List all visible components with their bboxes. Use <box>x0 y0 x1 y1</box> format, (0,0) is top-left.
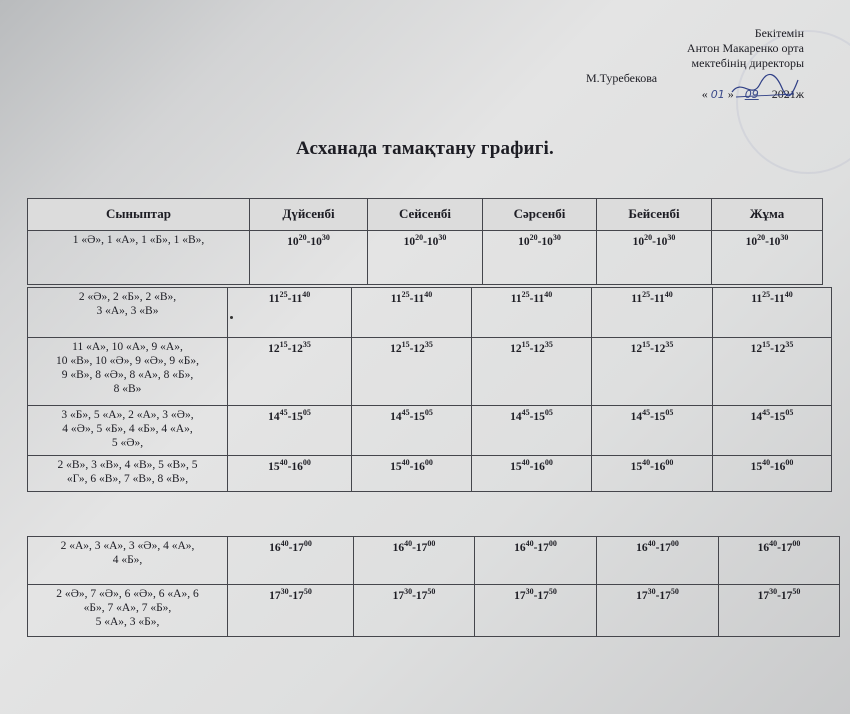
time-end-hour: 17 <box>292 541 304 554</box>
schedule-table-bottom <box>27 536 840 637</box>
time-sep: - <box>409 410 414 423</box>
approval-line: мектебінің директоры <box>691 56 804 70</box>
time-start-hour: 11 <box>751 292 763 305</box>
approval-date: « 01 » 09 2021ж <box>701 87 804 101</box>
time-sep: - <box>533 589 538 602</box>
time-sep: - <box>409 342 414 355</box>
time-cell <box>228 338 352 406</box>
time-sep: - <box>770 342 774 355</box>
time-start-hour: 17 <box>392 589 405 602</box>
time-cell <box>352 406 472 456</box>
time-cell <box>592 288 713 338</box>
time-cell <box>597 537 719 585</box>
time-start-hour: 16 <box>636 541 648 554</box>
time-sep: - <box>287 342 292 355</box>
time-sep: - <box>777 541 781 554</box>
time-start-min: 45 <box>642 408 651 417</box>
time-end-hour: 17 <box>537 589 549 602</box>
time-sep: - <box>409 292 414 305</box>
time-sep: - <box>765 235 769 248</box>
time-start-hour: 10 <box>403 235 416 248</box>
time-end-min: 00 <box>303 539 312 548</box>
classes-line: 3 «А», 3 «В» <box>96 305 159 317</box>
classes-line: 1 «Ә», 1 «А», 1 «Б», 1 «В», <box>72 234 205 246</box>
time-cell <box>228 406 352 456</box>
time-start-hour: 12 <box>390 342 402 355</box>
time-sep: - <box>655 589 660 602</box>
time-start-hour: 11 <box>510 292 522 305</box>
time-start-hour: 15 <box>510 460 522 473</box>
time-end-hour: 16 <box>653 460 666 473</box>
time-sep: - <box>655 541 660 554</box>
classes-line: 11 «А», 10 «А», 9 «А», <box>72 341 183 353</box>
time-start-min: 15 <box>279 340 288 349</box>
time-cell <box>719 537 840 585</box>
time-start-min: 25 <box>642 290 651 299</box>
time-start-min: 25 <box>279 290 288 299</box>
classes-cell <box>28 288 228 338</box>
time-start-hour: 11 <box>631 292 643 305</box>
classes-line: 2 «Ә», 7 «Ә», 6 «Ә», 6 «А», 6 <box>56 588 199 600</box>
classes-line: «Б», 7 «А», 7 «Б», <box>83 602 172 614</box>
time-start-hour: 16 <box>514 541 526 554</box>
time-end-hour: 10 <box>310 235 322 248</box>
time-sep: - <box>287 460 292 473</box>
classes-line: 5 «Ә», <box>111 437 144 449</box>
time-end-hour: 16 <box>291 460 303 473</box>
classes-cell <box>28 406 228 456</box>
signature-icon <box>730 70 800 104</box>
time-sep: - <box>287 292 292 305</box>
time-start-min: 30 <box>280 587 289 596</box>
time-start-hour: 17 <box>514 589 526 602</box>
time-end-hour: 11 <box>533 292 545 305</box>
time-end-min: 40 <box>302 290 311 299</box>
time-sep: - <box>650 460 654 473</box>
time-cell <box>250 231 368 285</box>
time-end-min: 50 <box>670 587 679 596</box>
time-start-min: 30 <box>769 587 778 596</box>
time-end-hour: 15 <box>533 410 545 423</box>
time-cell <box>713 338 832 406</box>
time-end-hour: 12 <box>533 342 545 355</box>
time-cell <box>352 456 472 492</box>
schedule-table-middle <box>27 287 832 492</box>
time-start-hour: 15 <box>268 460 280 473</box>
time-start-min: 30 <box>404 587 413 596</box>
classes-cell <box>28 537 228 585</box>
classes-line: «Г», 6 «В», 7 «В», 8 «В», <box>66 473 189 485</box>
time-end-min: 40 <box>664 290 673 299</box>
time-end-hour: 15 <box>653 410 666 423</box>
time-start-min: 15 <box>762 340 771 349</box>
time-start-hour: 14 <box>630 410 643 423</box>
time-end-min: 00 <box>427 539 436 548</box>
time-end-hour: 17 <box>292 589 304 602</box>
time-end-hour: 15 <box>773 410 786 423</box>
time-start-hour: 12 <box>630 342 643 355</box>
classes-line: 3 «Б», 5 «А», 2 «А», 3 «Ә», <box>61 409 194 421</box>
column-header: Жұма <box>712 199 823 231</box>
time-start-hour: 10 <box>287 235 299 248</box>
time-start-hour: 14 <box>268 410 280 423</box>
time-sep: - <box>409 460 414 473</box>
time-start-hour: 14 <box>390 410 402 423</box>
time-cell <box>472 456 592 492</box>
classes-line: 4 «Б», <box>112 554 143 566</box>
time-start-hour: 17 <box>269 589 281 602</box>
time-end-hour: 10 <box>768 235 781 248</box>
time-cell <box>713 288 832 338</box>
time-end-hour: 16 <box>413 460 425 473</box>
time-end-min: 00 <box>670 539 679 548</box>
approval-line: Антон Макаренко орта <box>686 41 804 55</box>
time-end-min: 50 <box>303 587 312 596</box>
time-end-min: 40 <box>544 290 553 299</box>
time-end-hour: 11 <box>291 292 303 305</box>
time-end-min: 05 <box>424 408 433 417</box>
time-end-hour: 17 <box>659 589 671 602</box>
time-end-hour: 11 <box>773 292 785 305</box>
time-cell <box>712 231 823 285</box>
time-cell <box>719 585 840 637</box>
time-start-min: 45 <box>279 408 288 417</box>
time-end-min: 05 <box>544 408 553 417</box>
time-cell <box>354 585 475 637</box>
time-start-min: 45 <box>762 408 771 417</box>
classes-cell <box>28 231 250 285</box>
time-start-hour: 16 <box>392 541 405 554</box>
schedule-table-header <box>27 198 823 285</box>
time-start-min: 40 <box>647 539 656 548</box>
time-sep: - <box>412 541 416 554</box>
time-end-min: 40 <box>424 290 433 299</box>
classes-line: 5 «А», 3 «Б», <box>95 616 160 628</box>
time-end-hour: 11 <box>653 292 665 305</box>
time-cell <box>472 338 592 406</box>
time-start-min: 45 <box>521 408 530 417</box>
time-start-hour: 10 <box>745 235 758 248</box>
time-sep: - <box>529 342 534 355</box>
time-cell <box>713 406 832 456</box>
time-sep: - <box>777 589 781 602</box>
time-start-hour: 14 <box>750 410 763 423</box>
table-row <box>28 338 832 406</box>
time-cell <box>592 456 713 492</box>
time-sep: - <box>306 235 311 248</box>
time-start-min: 15 <box>521 340 530 349</box>
time-end-min: 05 <box>665 408 674 417</box>
time-sep: - <box>650 342 654 355</box>
time-end-hour: 12 <box>291 342 303 355</box>
time-start-hour: 15 <box>750 460 763 473</box>
approval-line: М.Туребекова <box>586 71 658 85</box>
time-start-hour: 17 <box>757 589 770 602</box>
column-header: Дүйсенбі <box>250 199 368 231</box>
time-end-hour: 17 <box>415 541 428 554</box>
time-sep: - <box>770 410 774 423</box>
time-end-min: 30 <box>321 233 330 242</box>
time-end-min: 00 <box>302 458 311 467</box>
time-start-min: 20 <box>757 233 766 242</box>
time-end-min: 50 <box>427 587 436 596</box>
time-cell <box>483 231 597 285</box>
time-cell <box>368 231 483 285</box>
time-cell <box>472 288 592 338</box>
time-end-min: 00 <box>424 458 433 467</box>
table-row <box>28 537 840 585</box>
time-start-hour: 11 <box>268 292 280 305</box>
time-sep: - <box>529 460 534 473</box>
classes-line: 2 «А», 3 «А», 3 «Ә», 4 «А», <box>60 540 195 552</box>
time-start-min: 25 <box>521 290 530 299</box>
time-end-min: 05 <box>785 408 794 417</box>
time-end-min: 50 <box>792 587 801 596</box>
time-sep: - <box>412 589 416 602</box>
approval-line: Бекітемін <box>754 26 804 40</box>
time-sep: - <box>423 235 427 248</box>
time-start-min: 40 <box>280 539 289 548</box>
time-start-min: 45 <box>401 408 410 417</box>
time-start-min: 30 <box>647 587 656 596</box>
time-end-min: 00 <box>792 539 801 548</box>
table-row <box>28 288 832 338</box>
table-row <box>28 456 832 492</box>
classes-cell <box>28 456 228 492</box>
time-end-min: 05 <box>302 408 311 417</box>
time-end-min: 35 <box>424 340 433 349</box>
time-end-hour: 10 <box>426 235 439 248</box>
time-start-min: 40 <box>525 539 534 548</box>
time-end-min: 30 <box>438 233 447 242</box>
classes-line: 8 «В» <box>113 383 142 395</box>
time-start-hour: 11 <box>390 292 402 305</box>
page-title: Асханада тамақтану графигі. <box>296 138 554 159</box>
time-start-min: 25 <box>762 290 771 299</box>
date-day: 01 <box>710 88 725 101</box>
classes-line: 4 «Ә», 5 «Б», 4 «Б», 4 «А», <box>62 423 193 435</box>
table-row <box>28 231 823 285</box>
time-end-min: 00 <box>548 539 557 548</box>
date-month: 09 <box>744 88 759 101</box>
time-cell <box>475 537 597 585</box>
classes-line: 2 «В», 3 «В», 4 «В», 5 «В», 5 <box>57 459 198 471</box>
time-end-hour: 10 <box>541 235 553 248</box>
time-end-hour: 17 <box>415 589 428 602</box>
time-start-min: 15 <box>642 340 651 349</box>
time-end-hour: 11 <box>413 292 425 305</box>
table-header-row <box>28 199 823 231</box>
time-cell <box>475 585 597 637</box>
time-end-hour: 17 <box>659 541 671 554</box>
time-sep: - <box>288 589 293 602</box>
time-start-min: 20 <box>415 233 424 242</box>
time-start-min: 20 <box>529 233 538 242</box>
classes-cell <box>28 585 228 637</box>
classes-line: 2 «Ә», 2 «Б», 2 «В», <box>78 291 177 303</box>
time-end-min: 00 <box>544 458 553 467</box>
time-start-min: 40 <box>642 458 651 467</box>
time-end-hour: 17 <box>780 541 793 554</box>
time-end-hour: 16 <box>773 460 786 473</box>
time-cell <box>713 456 832 492</box>
time-start-hour: 17 <box>636 589 648 602</box>
time-end-hour: 15 <box>291 410 303 423</box>
time-cell <box>592 406 713 456</box>
time-start-hour: 12 <box>750 342 763 355</box>
time-end-min: 00 <box>785 458 794 467</box>
time-end-min: 40 <box>784 290 793 299</box>
time-end-hour: 12 <box>653 342 666 355</box>
time-start-min: 30 <box>525 587 534 596</box>
time-end-hour: 15 <box>413 410 425 423</box>
classes-cell <box>28 338 228 406</box>
time-end-min: 30 <box>780 233 789 242</box>
time-end-min: 30 <box>552 233 561 242</box>
table-row <box>28 585 840 637</box>
time-start-min: 40 <box>521 458 530 467</box>
time-start-hour: 12 <box>268 342 280 355</box>
time-end-hour: 10 <box>655 235 668 248</box>
time-sep: - <box>652 235 656 248</box>
time-start-min: 40 <box>762 458 771 467</box>
time-end-min: 35 <box>665 340 674 349</box>
column-header: Сейсенбі <box>368 199 483 231</box>
time-start-min: 40 <box>401 458 410 467</box>
time-end-min: 35 <box>302 340 311 349</box>
time-sep: - <box>533 541 538 554</box>
time-start-hour: 16 <box>269 541 281 554</box>
time-start-min: 40 <box>279 458 288 467</box>
ink-dot <box>230 316 233 319</box>
time-start-min: 40 <box>404 539 413 548</box>
time-sep: - <box>529 410 534 423</box>
time-cell <box>354 537 475 585</box>
time-sep: - <box>770 292 774 305</box>
table-row <box>28 406 832 456</box>
time-start-hour: 14 <box>510 410 522 423</box>
time-cell <box>597 585 719 637</box>
time-sep: - <box>287 410 292 423</box>
classes-line: 10 «В», 10 «Ә», 9 «Ә», 9 «Б», <box>55 355 199 367</box>
date-year: 2021ж <box>771 87 804 101</box>
time-start-hour: 15 <box>390 460 402 473</box>
time-cell <box>352 288 472 338</box>
time-sep: - <box>650 410 654 423</box>
time-end-hour: 16 <box>533 460 545 473</box>
time-start-min: 15 <box>401 340 410 349</box>
time-end-hour: 12 <box>773 342 786 355</box>
time-sep: - <box>288 541 293 554</box>
time-start-hour: 10 <box>632 235 645 248</box>
time-start-hour: 10 <box>518 235 530 248</box>
time-start-hour: 15 <box>630 460 643 473</box>
column-header: Сәрсенбі <box>483 199 597 231</box>
column-header: Сыныптар <box>28 199 250 231</box>
time-start-hour: 16 <box>757 541 770 554</box>
time-cell <box>228 537 354 585</box>
time-cell <box>228 585 354 637</box>
time-cell <box>592 338 713 406</box>
time-sep: - <box>529 292 534 305</box>
time-end-min: 00 <box>665 458 674 467</box>
time-end-min: 35 <box>785 340 794 349</box>
time-start-min: 40 <box>769 539 778 548</box>
time-cell <box>597 231 712 285</box>
time-end-hour: 12 <box>413 342 425 355</box>
time-cell <box>228 288 352 338</box>
time-end-hour: 17 <box>780 589 793 602</box>
time-start-min: 25 <box>401 290 410 299</box>
time-end-min: 50 <box>548 587 557 596</box>
time-start-min: 20 <box>644 233 653 242</box>
classes-line: 9 «В», 8 «Ә», 8 «А», 8 «Б», <box>61 369 194 381</box>
time-cell <box>472 406 592 456</box>
time-end-min: 35 <box>544 340 553 349</box>
time-end-hour: 17 <box>537 541 549 554</box>
time-end-min: 30 <box>667 233 676 242</box>
time-sep: - <box>650 292 654 305</box>
time-sep: - <box>770 460 774 473</box>
column-header: Бейсенбі <box>597 199 712 231</box>
time-cell <box>228 456 352 492</box>
time-sep: - <box>537 235 542 248</box>
time-start-min: 20 <box>298 233 307 242</box>
time-cell <box>352 338 472 406</box>
time-start-hour: 12 <box>510 342 522 355</box>
